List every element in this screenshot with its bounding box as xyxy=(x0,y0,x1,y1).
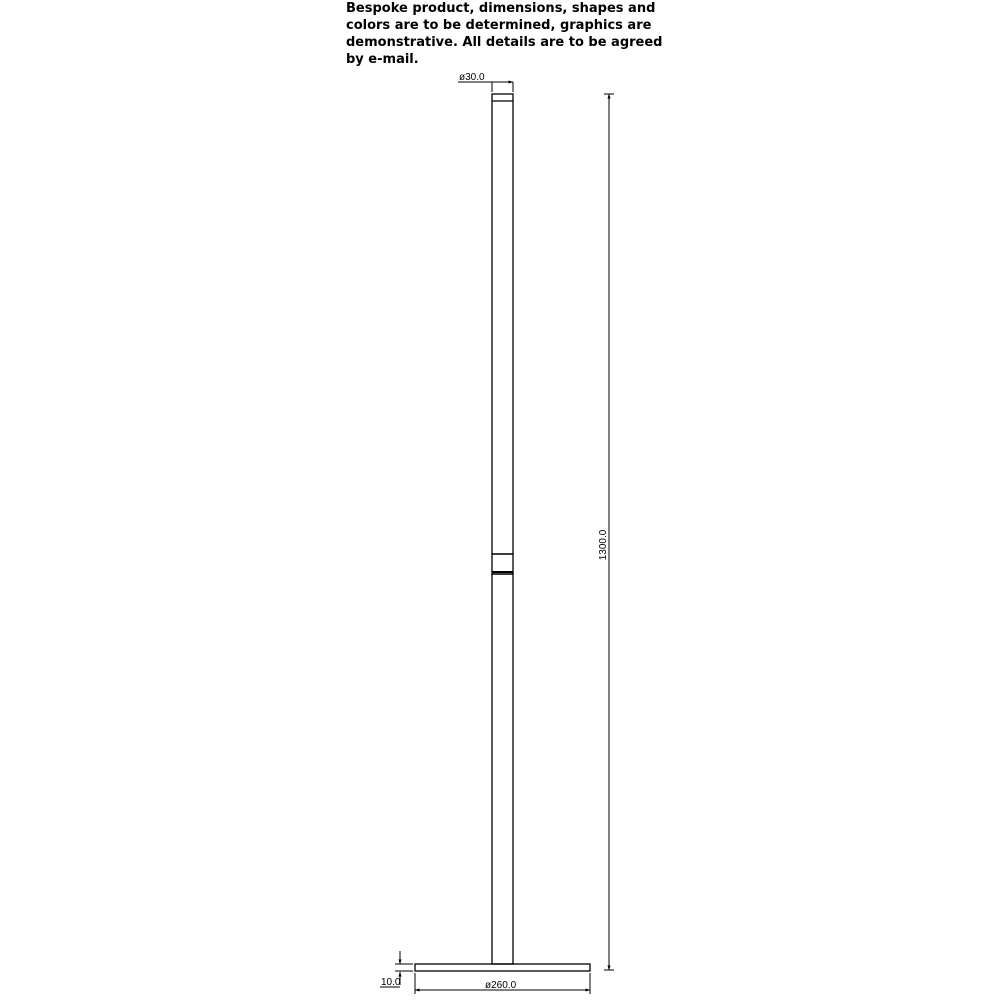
base-thickness-label: 10.0 xyxy=(381,977,401,988)
tube-diameter-dimension xyxy=(458,82,513,92)
height-label: 1300.0 xyxy=(598,529,609,561)
disclaimer-note: Bespoke product, dimensions, shapes and colors are to be determined, graphics are demonstrative. All details are to be agreed by e-mail. xyxy=(346,1,663,67)
base-plate xyxy=(415,964,590,971)
upper-tube xyxy=(492,94,513,554)
base-diameter-label: ø260.0 xyxy=(485,980,517,991)
lamp-tube xyxy=(492,94,513,964)
lower-tube xyxy=(492,574,513,964)
tube-diameter-label: ø30.0 xyxy=(459,72,485,83)
